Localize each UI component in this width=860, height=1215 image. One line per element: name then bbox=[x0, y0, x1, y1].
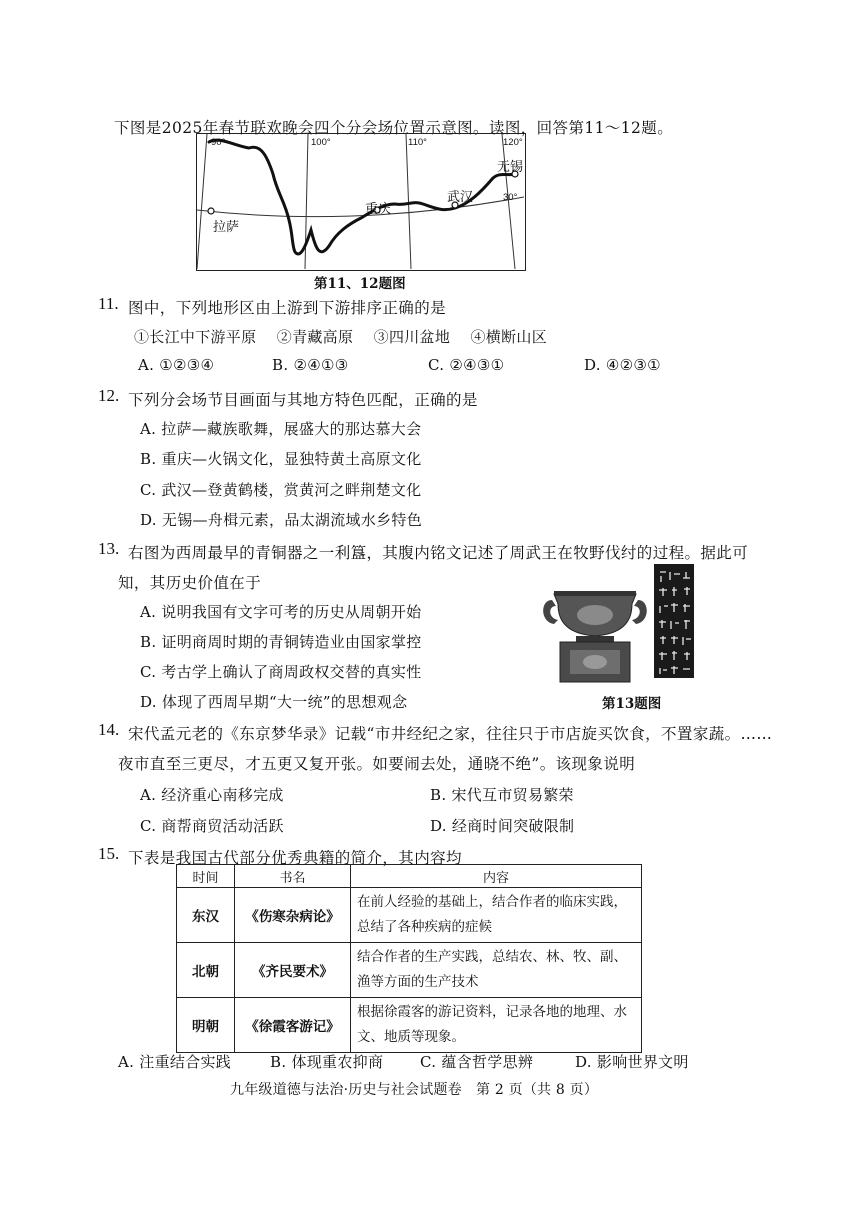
question-13-option-d[interactable]: D. 体现了西周早期“大一统”的思想观念 bbox=[140, 693, 408, 711]
map-caption: 第11、12题图 bbox=[314, 276, 406, 292]
question-13-option-c[interactable]: C. 考古学上确认了商周政权交替的真实性 bbox=[140, 663, 422, 681]
table-cell-era: 北朝 bbox=[177, 943, 235, 998]
table-header-era: 时间 bbox=[177, 865, 235, 888]
venue-location-map bbox=[196, 133, 526, 271]
latitude-30-label: 30° bbox=[503, 192, 518, 203]
question-13-option-a[interactable]: A. 说明我国有文字可考的历史从周朝开始 bbox=[140, 603, 422, 621]
city-chongqing-label: 重庆 bbox=[365, 202, 392, 217]
question-14-number: 14. bbox=[98, 720, 120, 739]
map-intro: 下图是2025年春节联欢晚会四个分会场位置示意图。读图，回答第11～12题。 bbox=[114, 119, 674, 137]
question-11-items: ①长江中下游平原 ②青藏高原 ③四川盆地 ④横断山区 bbox=[134, 328, 548, 346]
question-15-number: 15. bbox=[98, 844, 120, 863]
question-14-option-d[interactable]: D. 经商时间突破限制 bbox=[430, 817, 575, 835]
page-footer: 九年级道德与法治·历史与社会试题卷 第 2 页（共 8 页） bbox=[230, 1082, 599, 1098]
table-cell-era: 明朝 bbox=[177, 998, 235, 1053]
question-15-option-c[interactable]: C. 蕴含哲学思辨 bbox=[420, 1053, 534, 1071]
table-cell-content: 在前人经验的基础上，结合作者的临床实践，总结了各种疾病的症候 bbox=[351, 888, 642, 943]
question-12-number: 12. bbox=[98, 386, 120, 405]
table-cell-era: 东汉 bbox=[177, 888, 235, 943]
table-row bbox=[177, 943, 642, 998]
question-14-option-a[interactable]: A. 经济重心南移完成 bbox=[140, 786, 284, 804]
table-cell-book: 《徐霞客游记》 bbox=[235, 998, 351, 1053]
longitude-90-label: 90° bbox=[211, 137, 226, 148]
question-15-option-a[interactable]: A. 注重结合实践 bbox=[118, 1053, 232, 1071]
question-12-option-c[interactable]: C. 武汉—登黄鹤楼，赏黄河之畔荆楚文化 bbox=[140, 481, 422, 499]
table-row bbox=[177, 998, 642, 1053]
question-13-stem-line1: 右图为西周最早的青铜器之一利簋，其腹内铭文记述了周武王在牧野伐纣的过程。据此可 bbox=[128, 544, 749, 562]
question-15-option-b[interactable]: B. 体现重农抑商 bbox=[270, 1053, 384, 1071]
ligui-bronze-vessel-illustration bbox=[540, 560, 700, 685]
city-lhasa-label: 拉萨 bbox=[213, 220, 240, 235]
question-12-option-d[interactable]: D. 无锡—舟楫元素，品太湖流域水乡特色 bbox=[140, 511, 423, 529]
longitude-100-label: 100° bbox=[311, 137, 331, 148]
table-cell-content: 结合作者的生产实践，总结农、林、牧、副、渔等方面的生产技术 bbox=[351, 943, 642, 998]
question-14-option-c[interactable]: C. 商帮商贸活动活跃 bbox=[140, 817, 284, 835]
question-11-option-a[interactable]: A. ①②③④ bbox=[138, 356, 215, 374]
question-12-option-b[interactable]: B. 重庆—火锅文化，显独特黄土高原文化 bbox=[140, 450, 422, 468]
question-12-stem: 下列分会场节目画面与其地方特色匹配，正确的是 bbox=[128, 391, 478, 409]
question-12-option-a[interactable]: A. 拉萨—藏族歌舞，展盛大的那达慕大会 bbox=[140, 420, 422, 438]
question-11-option-c[interactable]: C. ②④③① bbox=[428, 356, 505, 374]
question-13-option-b[interactable]: B. 证明商周时期的青铜铸造业由国家掌控 bbox=[140, 633, 422, 651]
question-15-option-d[interactable]: D. 影响世界文明 bbox=[575, 1053, 689, 1071]
question-13-stem-line2: 知，其历史价值在于 bbox=[118, 574, 262, 592]
question-14-stem-line2: 夜市直至三更尽，才五更又复开张。如要闹去处，通晓不绝”。该现象说明 bbox=[118, 755, 636, 773]
longitude-120-label: 120° bbox=[503, 137, 523, 148]
longitude-110-label: 110° bbox=[408, 137, 427, 148]
question-14-option-b[interactable]: B. 宋代互市贸易繁荣 bbox=[430, 786, 574, 804]
question-11-number: 11. bbox=[98, 294, 119, 313]
table-header-book: 书名 bbox=[235, 865, 351, 888]
table-header-content: 内容 bbox=[351, 865, 642, 888]
question-11-stem: 图中，下列地形区由上游到下游排序正确的是 bbox=[128, 299, 447, 317]
map-lines bbox=[197, 134, 524, 269]
table-row bbox=[177, 888, 642, 943]
table-cell-book: 《伤寒杂病论》 bbox=[235, 888, 351, 943]
city-wuxi-label: 无锡 bbox=[497, 160, 524, 175]
question-14-stem-line1: 宋代孟元老的《东京梦华录》记载“市井经纪之家，往往只于市店旋买饮食，不置家蔬。…… bbox=[128, 725, 773, 743]
city-wuhan-label: 武汉 bbox=[447, 190, 474, 205]
question-11-option-b[interactable]: B. ②④①③ bbox=[272, 356, 349, 374]
q13-figure-caption: 第13题图 bbox=[602, 696, 662, 712]
question-13-number: 13. bbox=[98, 539, 120, 558]
table-cell-content: 根据徐霞客的游记资料，记录各地的地理、水文、地质等现象。 bbox=[351, 998, 642, 1053]
question-15-stem: 下表是我国古代部分优秀典籍的简介，其内容均 bbox=[128, 849, 462, 867]
question-11-option-d[interactable]: D. ④②③① bbox=[584, 356, 661, 374]
classic-books-table bbox=[176, 864, 642, 1053]
table-cell-book: 《齐民要术》 bbox=[235, 943, 351, 998]
table-header-row bbox=[177, 865, 642, 888]
